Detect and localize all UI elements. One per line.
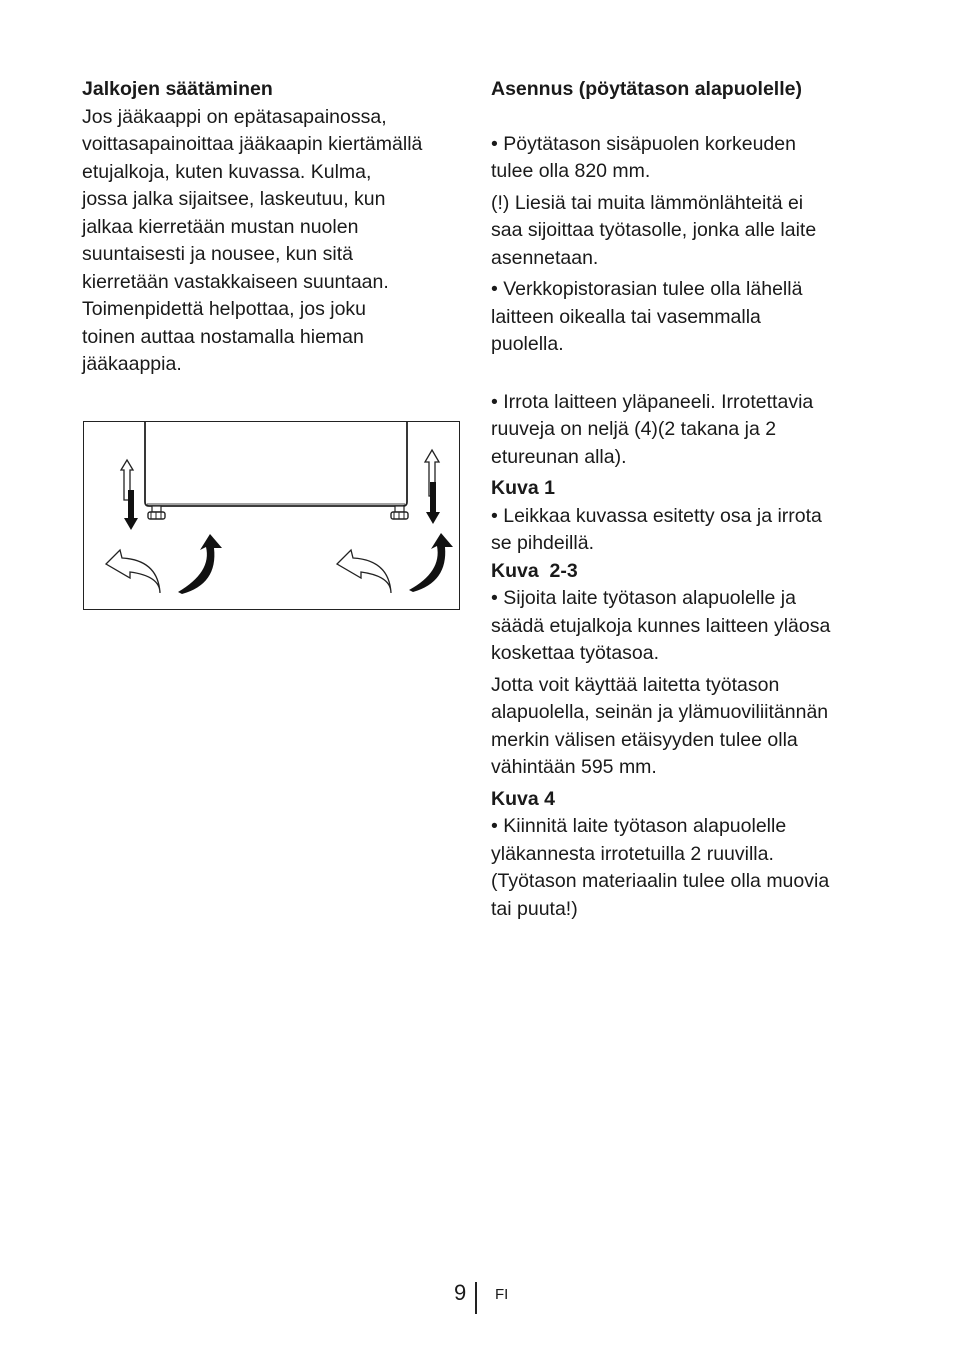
instruction-block: [491, 672, 876, 782]
text-line: tulee olla 820 mm.: [491, 160, 651, 182]
text-line: • Kiinnitä laite työtason alapuolelle: [491, 815, 787, 837]
right-rotate-arrow-solid-icon: [409, 533, 453, 592]
leg-adjustment-figure: [83, 421, 460, 610]
text-line: Jos jääkaappi on epätasapainossa,: [82, 105, 387, 128]
section-heading-leg-adjustment: Jalkojen säätäminen: [82, 78, 273, 100]
text-line: voittasapainoittaa jääkaapin kiertämällä: [82, 133, 423, 155]
text-line: yläkannesta irrotetuilla 2 ruuvilla.: [491, 842, 774, 865]
text-line: vähintään 595 mm.: [491, 756, 657, 778]
figure-label-kuva-4: Kuva 4: [491, 787, 555, 810]
text-line: • Sijoita laite työtason alapuolelle ja: [491, 587, 796, 609]
language-code: FI: [495, 1286, 509, 1303]
text-line: • Verkkopistorasian tulee olla lähellä: [491, 278, 803, 300]
text-line: laitteen oikealla tai vasemmalla: [491, 305, 761, 328]
warning-block: [491, 190, 876, 273]
right-rotate-arrow-outline-icon: [337, 550, 391, 593]
text-line: säädä etujalkoja kunnes laitteen yläosa: [491, 614, 831, 637]
instruction-block: [491, 276, 876, 359]
text-line: ruuveja on neljä (4)(2 takana ja 2: [491, 418, 777, 440]
text-line: toinen auttaa nostamalla hieman: [82, 325, 364, 348]
figure-label-kuva-1: Kuva 1: [491, 477, 555, 499]
instruction-block: [491, 389, 876, 472]
instruction-block: [491, 585, 876, 668]
left-rotate-arrow-solid-icon: [178, 534, 222, 594]
text-line: jääkaappia.: [82, 353, 182, 375]
page-number: 9: [454, 1280, 467, 1305]
text-line: saa sijoittaa työtasolle, jonka alle laite: [491, 219, 817, 241]
text-line: koskettaa työtasoa.: [491, 642, 660, 664]
text-line: merkin välisen etäisyyden tulee olla: [491, 728, 798, 751]
text-line: • Irrota laitteen yläpaneeli. Irrotettavia: [491, 390, 814, 413]
instruction-block: [491, 503, 876, 558]
left-rotate-arrow-outline-icon: [106, 550, 160, 593]
text-line: alapuolella, seinän ja ylämuoviliitännän: [491, 701, 829, 723]
right-foot: [391, 506, 408, 519]
right-column: [491, 76, 876, 923]
text-line: kierretään vastakkaiseen suuntaan.: [82, 270, 389, 293]
text-line: Jotta voit käyttää laitetta työtason: [491, 673, 780, 696]
text-line: asennetaan.: [491, 246, 599, 269]
text-line: • Pöytätason sisäpuolen korkeuden: [491, 132, 796, 155]
instruction-block: [491, 813, 876, 923]
fridge-feet-illustration: [84, 422, 461, 611]
instruction-block: [491, 131, 876, 186]
text-line: (Työtason materiaalin tulee olla muovia: [491, 870, 830, 892]
text-line: puolella.: [491, 333, 564, 355]
text-line: • Leikkaa kuvassa esitetty osa ja irrota: [491, 504, 822, 527]
text-line: jalkaa kierretään mustan nuolen: [82, 215, 359, 238]
right-down-arrow-solid-icon: [426, 482, 440, 524]
text-line: etureunan alla).: [491, 445, 627, 468]
text-line: etujalkoja, kuten kuvassa. Kulma,: [82, 160, 372, 183]
left-column: [82, 76, 467, 379]
text-line: tai puuta!): [491, 897, 578, 920]
text-line: (!) Liesiä tai muita lämmönlähteitä ei: [491, 191, 804, 214]
leg-adjustment-text: [82, 104, 467, 379]
text-line: Toimenpidettä helpottaa, jos joku: [82, 298, 367, 320]
figure-label-kuva-2-3: Kuva 2-3: [491, 559, 578, 582]
text-line: jossa jalka sijaitsee, laskeutuu, kun: [82, 188, 386, 210]
fridge-body: [145, 422, 407, 506]
left-foot: [148, 506, 165, 519]
text-line: suuntaisesti ja nousee, kun sitä: [82, 243, 354, 265]
text-line: se pihdeillä.: [491, 532, 594, 554]
footer-divider: [475, 1282, 477, 1314]
section-heading-installation: Asennus (pöytätason alapuolelle): [491, 78, 802, 100]
